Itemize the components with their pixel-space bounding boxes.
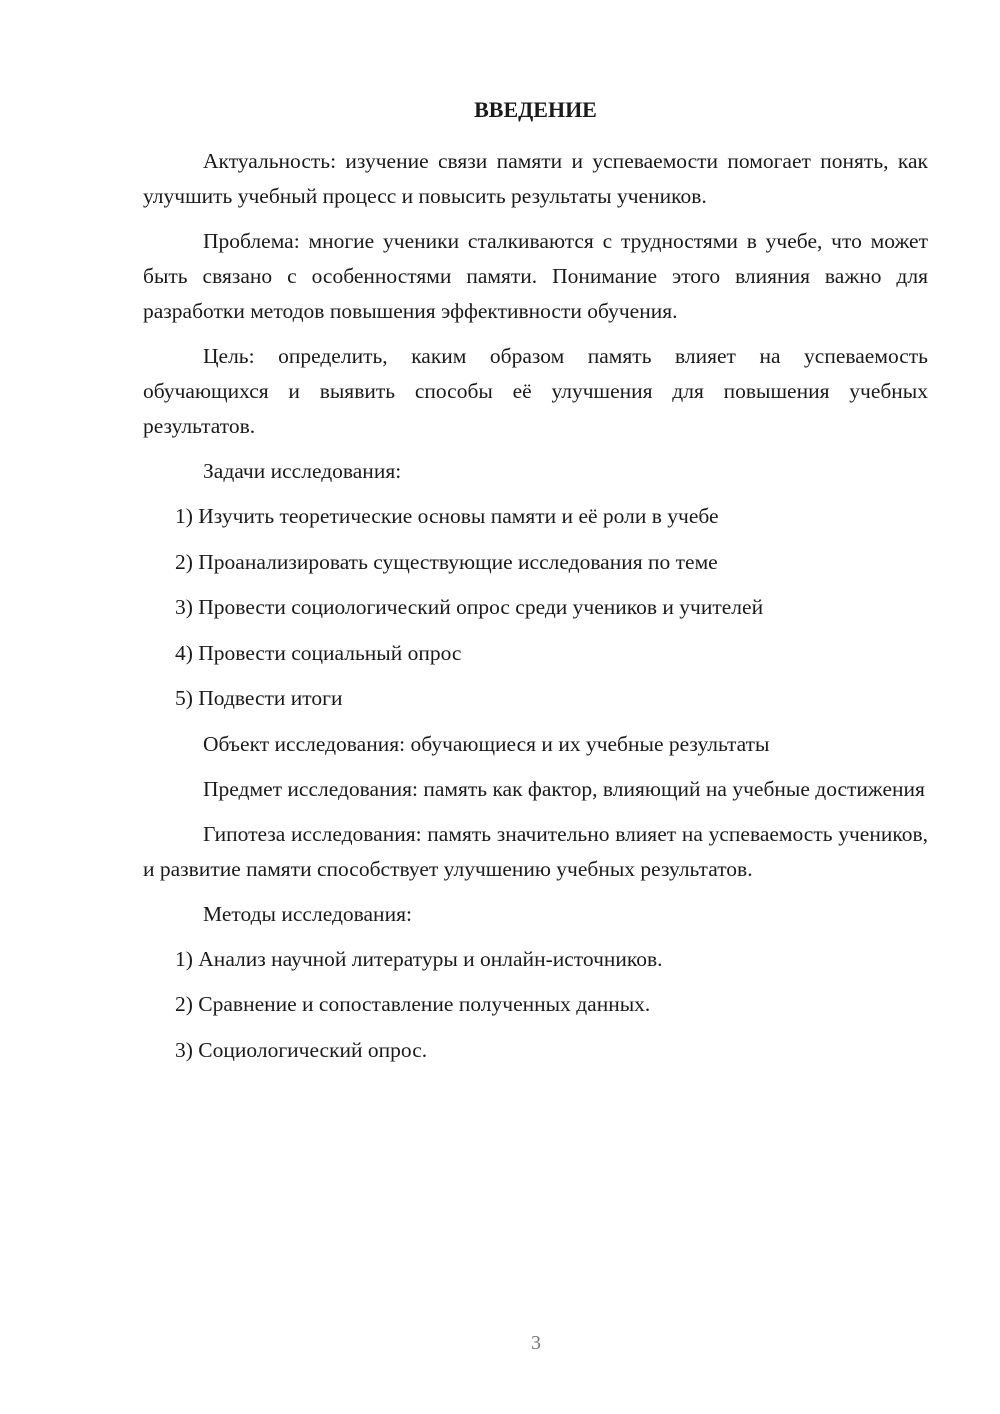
hypothesis-paragraph: Гипотеза исследования: память значительно влияет на успеваемость учеников, и развитие памяти способствует улучшению учебных результатов. (143, 821, 928, 881)
tasks-list (143, 499, 928, 716)
list-item: 4) Провести социальный опрос (175, 640, 462, 665)
relevance-paragraph: Актуальность: изучение связи памяти и успеваемости помогает понять, как улучшить учебный процесс и повысить результаты учеников. (143, 149, 928, 208)
object-paragraph: Объект исследования: обучающиеся и их учебные результаты (203, 731, 770, 756)
methods-heading: Методы исследования: (203, 901, 412, 926)
list-item: 5) Подвести итоги (175, 686, 343, 710)
list-item: 3) Провести социологический опрос среди учеников и учителей (175, 595, 764, 619)
list-item: 3) Социологический опрос. (175, 1037, 428, 1062)
page-content (143, 94, 928, 1078)
goal-paragraph: Цель: определить, каким образом память влияет на успеваемость обучающихся и выявить способы её улучшения для повышения учебных результатов. (143, 344, 928, 438)
tasks-heading: Задачи исследования: (203, 459, 402, 483)
list-item: 1) Изучить теоретические основы памяти и её роли в учебе (175, 504, 719, 528)
methods-list (143, 942, 928, 1068)
page-number: 3 (531, 1332, 541, 1354)
list-item: 2) Проанализировать существующие исследования по теме (175, 549, 718, 574)
page-title: ВВЕДЕНИЕ (474, 97, 597, 122)
problem-paragraph: Проблема: многие ученики сталкиваются с трудностями в учебе, что может быть связано с особенностями памяти. Понимание этого влияния важно для разработки методов повышения эффективности обучения. (143, 229, 928, 323)
list-item: 1) Анализ научной литературы и онлайн-источников. (175, 946, 663, 971)
subject-paragraph: Предмет исследования: память как фактор, влияющий на учебные достижения (203, 776, 925, 801)
list-item: 2) Сравнение и сопоставление полученных данных. (175, 992, 651, 1016)
